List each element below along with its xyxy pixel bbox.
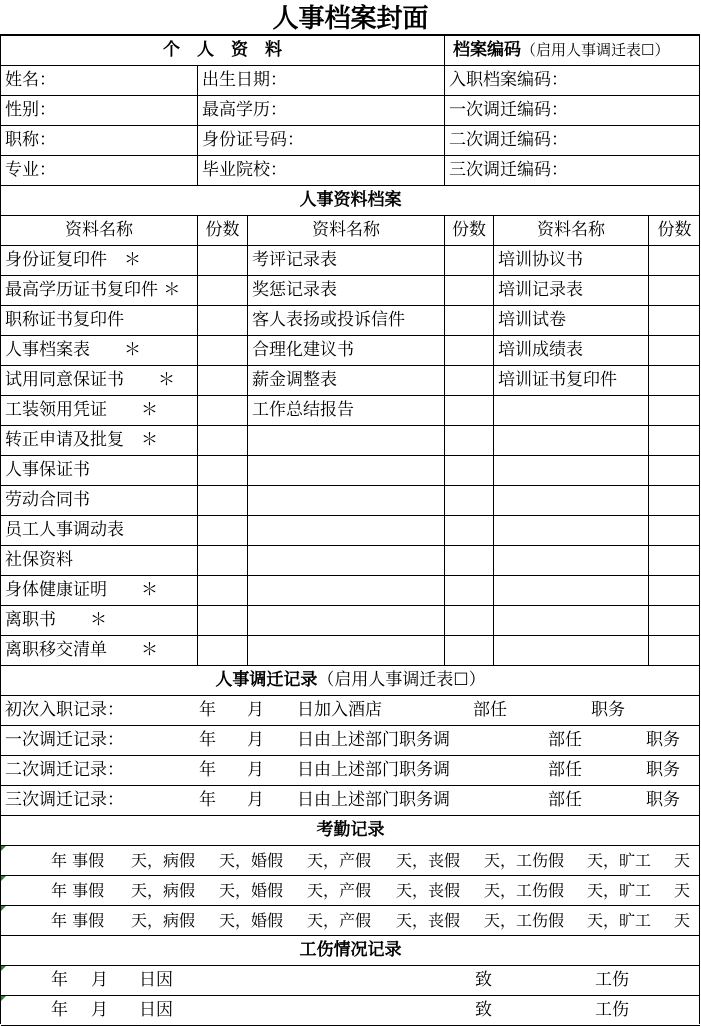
count-cell	[444, 246, 493, 275]
count-cell	[444, 426, 493, 455]
count-cell	[444, 486, 493, 515]
archive-row	[1, 366, 700, 396]
injury-row	[1, 966, 700, 996]
count-cell	[444, 276, 493, 305]
injury-item: 工伤	[595, 970, 629, 990]
personal-field-label: 姓名：	[5, 70, 56, 90]
archive-row	[1, 426, 700, 456]
document-name-cell: 合理化建议书	[247, 336, 444, 365]
attendance-item: 天，产假	[307, 851, 372, 870]
count-cell	[444, 396, 493, 425]
injury-item: 日因	[139, 970, 173, 990]
count-cell	[648, 246, 700, 275]
archive-row	[1, 336, 700, 366]
transfer-d: 日加入酒店	[297, 700, 382, 720]
document-name-cell: 奖惩记录表	[247, 276, 444, 305]
document-name-cell: 最高学历证书复印件 ＊	[5, 280, 181, 300]
count-cell	[648, 366, 700, 395]
document-name-cell	[493, 426, 648, 455]
document-name-cell: 工作总结报告	[247, 396, 444, 425]
count-cell	[648, 336, 700, 365]
count-cell	[197, 396, 247, 425]
personal-row	[1, 156, 700, 186]
attendance-item: 天，丧假	[396, 851, 461, 870]
count-cell	[648, 456, 700, 485]
injury-item: 月	[91, 970, 108, 990]
attendance-item: 天，工伤假	[484, 911, 565, 930]
count-cell	[197, 576, 247, 605]
document-name-cell	[493, 516, 648, 545]
attendance-row	[1, 906, 700, 936]
document-name-cell: 培训证书复印件	[493, 366, 648, 395]
document-name-cell: 试用同意保证书 ＊	[5, 370, 175, 390]
transfer-pos: 职务	[646, 760, 680, 780]
document-name-cell	[247, 606, 444, 635]
archive-cover-sheet	[0, 34, 700, 1024]
personal-field-label: 毕业院校：	[197, 156, 444, 185]
archive-code-field-label: 三次调迁编码：	[444, 156, 700, 185]
document-name-cell: 培训记录表	[493, 276, 648, 305]
attendance-item: 天，丧假	[396, 911, 461, 930]
transfer-d: 日由上述部门职务调	[297, 790, 450, 810]
injury-item: 工伤	[595, 1000, 629, 1020]
transfer-label: 初次入职记录：	[5, 700, 124, 720]
archive-row	[1, 576, 700, 606]
document-name-cell: 身份证复印件 ＊	[5, 250, 141, 270]
transfer-d: 日由上述部门职务调	[297, 760, 450, 780]
document-name-cell: 工装领用凭证 ＊	[5, 400, 158, 420]
personal-row	[1, 96, 700, 126]
col-header-count-1: 份数	[197, 216, 247, 245]
count-cell	[444, 516, 493, 545]
document-name-cell	[493, 576, 648, 605]
document-name-cell	[247, 426, 444, 455]
document-name-cell	[493, 636, 648, 665]
count-cell	[444, 456, 493, 485]
attendance-item: 天，工伤假	[484, 851, 565, 870]
transfer-label: 二次调迁记录：	[5, 760, 124, 780]
archive-column-header-row	[1, 216, 700, 246]
personal-field-label: 职称：	[5, 130, 56, 150]
document-name-cell: 人事档案表 ＊	[5, 340, 141, 360]
col-header-name-1: 资料名称	[65, 220, 133, 240]
injury-item: 月	[91, 1000, 108, 1020]
document-name-cell: 离职书 ＊	[5, 610, 107, 630]
attendance-item: 天，婚假	[219, 911, 284, 930]
count-cell	[444, 306, 493, 335]
transfer-label: 三次调迁记录：	[5, 790, 124, 810]
personal-field-label: 性别：	[5, 100, 56, 120]
archive-code-field-label: 二次调迁编码：	[444, 126, 700, 155]
personal-section-title: 个 人 资 料	[163, 40, 282, 60]
transfer-y: 年	[199, 760, 216, 780]
count-cell	[197, 246, 247, 275]
attendance-item: 年 事假	[51, 851, 105, 870]
document-name-cell: 薪金调整表	[247, 366, 444, 395]
archive-row	[1, 246, 700, 276]
count-cell	[197, 276, 247, 305]
attendance-item: 天，旷工	[587, 881, 652, 900]
injury-item: 日因	[139, 1000, 173, 1020]
cell-marker	[1, 966, 6, 971]
injury-item: 致	[475, 1000, 492, 1020]
injury-item: 年	[51, 1000, 68, 1020]
personal-field-label: 最高学历：	[197, 96, 444, 125]
document-name-cell: 身体健康证明 ＊	[5, 580, 158, 600]
archive-row	[1, 456, 700, 486]
attendance-row	[1, 876, 700, 906]
document-name-cell: 培训试卷	[493, 306, 648, 335]
attendance-item: 天，丧假	[396, 881, 461, 900]
count-cell	[444, 636, 493, 665]
col-header-count-3: 份数	[648, 216, 700, 245]
attendance-row	[1, 846, 700, 876]
personal-field-label: 专业：	[5, 160, 56, 180]
count-cell	[197, 306, 247, 335]
attendance-item: 年 事假	[51, 911, 105, 930]
count-cell	[197, 546, 247, 575]
archive-code-header	[444, 36, 700, 65]
attendance-item: 天，旷工	[587, 911, 652, 930]
archive-row	[1, 306, 700, 336]
document-name-cell	[247, 576, 444, 605]
injury-item: 致	[475, 970, 492, 990]
transfer-title-label: 人事调迁记录	[215, 670, 318, 690]
document-name-cell	[493, 606, 648, 635]
archive-code-note: （启用人事调迁表☐）	[521, 41, 670, 59]
page-title: 人事档案封面	[272, 4, 429, 34]
attendance-header-row	[1, 816, 700, 846]
count-cell	[648, 396, 700, 425]
transfer-dept: 部任	[548, 760, 582, 780]
attendance-item: 天，婚假	[219, 851, 284, 870]
attendance-item: 天，产假	[307, 881, 372, 900]
count-cell	[197, 456, 247, 485]
transfer-y: 年	[199, 730, 216, 750]
personal-field-label: 身份证号码：	[197, 126, 444, 155]
transfer-section-title	[1, 666, 700, 695]
col-header-count-2: 份数	[444, 216, 493, 245]
document-name-cell: 社保资料	[5, 550, 73, 570]
attendance-item: 天	[674, 911, 691, 930]
document-name-cell	[493, 396, 648, 425]
cell-marker	[1, 996, 6, 1001]
transfer-header-row	[1, 666, 700, 696]
transfer-y: 年	[199, 790, 216, 810]
attendance-item: 天，工伤假	[484, 881, 565, 900]
count-cell	[648, 306, 700, 335]
personal-header-row	[1, 36, 700, 66]
transfer-dept: 部任	[548, 790, 582, 810]
personal-field-label: 出生日期：	[197, 66, 444, 95]
personal-row	[1, 66, 700, 96]
count-cell	[648, 276, 700, 305]
document-name-cell	[247, 456, 444, 485]
document-name-cell: 转正申请及批复 ＊	[5, 430, 158, 450]
count-cell	[648, 576, 700, 605]
count-cell	[444, 336, 493, 365]
transfer-dept: 部任	[473, 700, 507, 720]
count-cell	[197, 336, 247, 365]
transfer-label: 一次调迁记录：	[5, 730, 124, 750]
attendance-item: 天，婚假	[219, 881, 284, 900]
document-name-cell	[493, 546, 648, 575]
archive-row	[1, 606, 700, 636]
count-cell	[648, 516, 700, 545]
attendance-item: 天，病假	[131, 851, 196, 870]
transfer-m: 月	[247, 700, 264, 720]
transfer-row	[1, 786, 700, 816]
document-name-cell	[247, 486, 444, 515]
injury-section-title: 工伤情况记录	[299, 940, 402, 960]
transfer-d: 日由上述部门职务调	[297, 730, 450, 750]
archive-code-label: 档案编码	[453, 40, 521, 60]
archive-section-title: 人事资料档案	[299, 190, 402, 210]
count-cell	[444, 546, 493, 575]
document-name-cell: 培训成绩表	[493, 336, 648, 365]
archive-row	[1, 636, 700, 666]
document-name-cell	[247, 516, 444, 545]
attendance-item: 天，病假	[131, 881, 196, 900]
transfer-pos: 职务	[646, 730, 680, 750]
document-name-cell	[247, 636, 444, 665]
archive-code-field-label: 一次调迁编码：	[444, 96, 700, 125]
count-cell	[444, 366, 493, 395]
count-cell	[444, 576, 493, 605]
transfer-m: 月	[247, 730, 264, 750]
injury-header-row	[1, 936, 700, 966]
attendance-item: 天，病假	[131, 911, 196, 930]
transfer-pos: 职务	[646, 790, 680, 810]
count-cell	[648, 486, 700, 515]
archive-row	[1, 546, 700, 576]
archive-code-field-label: 入职档案编码：	[444, 66, 700, 95]
cell-marker	[1, 876, 6, 881]
count-cell	[648, 546, 700, 575]
col-header-name-3: 资料名称	[493, 216, 648, 245]
attendance-item: 年 事假	[51, 881, 105, 900]
personal-row	[1, 126, 700, 156]
attendance-item: 天，产假	[307, 911, 372, 930]
document-name-cell: 人事保证书	[5, 460, 90, 480]
injury-row	[1, 996, 700, 1026]
count-cell	[197, 606, 247, 635]
injury-item: 年	[51, 970, 68, 990]
document-name-cell: 离职移交清单 ＊	[5, 640, 158, 660]
transfer-row	[1, 756, 700, 786]
transfer-pos: 职务	[591, 700, 625, 720]
count-cell	[648, 606, 700, 635]
document-name-cell: 客人表扬或投诉信件	[247, 306, 444, 335]
archive-row	[1, 486, 700, 516]
transfer-y: 年	[199, 700, 216, 720]
document-name-cell: 员工人事调动表	[5, 520, 124, 540]
archive-row	[1, 396, 700, 426]
count-cell	[648, 636, 700, 665]
cell-marker	[1, 846, 6, 851]
transfer-dept: 部任	[548, 730, 582, 750]
document-name-cell: 培训协议书	[493, 246, 648, 275]
count-cell	[197, 516, 247, 545]
attendance-section-title: 考勤记录	[316, 820, 385, 840]
archive-row	[1, 516, 700, 546]
count-cell	[197, 366, 247, 395]
attendance-item: 天，旷工	[587, 851, 652, 870]
transfer-row	[1, 696, 700, 726]
count-cell	[197, 636, 247, 665]
cell-marker	[1, 906, 6, 911]
count-cell	[197, 486, 247, 515]
count-cell	[648, 426, 700, 455]
document-name-cell: 劳动合同书	[5, 490, 90, 510]
archive-header-row	[1, 186, 700, 216]
transfer-title-note: （启用人事调迁表☐）	[317, 670, 486, 690]
attendance-item: 天	[674, 881, 691, 900]
transfer-m: 月	[247, 760, 264, 780]
count-cell	[444, 606, 493, 635]
document-name-cell	[247, 546, 444, 575]
document-name-cell: 考评记录表	[247, 246, 444, 275]
attendance-item: 天	[674, 851, 691, 870]
col-header-name-2: 资料名称	[247, 216, 444, 245]
transfer-row	[1, 726, 700, 756]
document-name-cell: 职称证书复印件	[5, 310, 124, 330]
archive-row	[1, 276, 700, 306]
document-name-cell	[493, 456, 648, 485]
transfer-m: 月	[247, 790, 264, 810]
count-cell	[197, 426, 247, 455]
document-name-cell	[493, 486, 648, 515]
